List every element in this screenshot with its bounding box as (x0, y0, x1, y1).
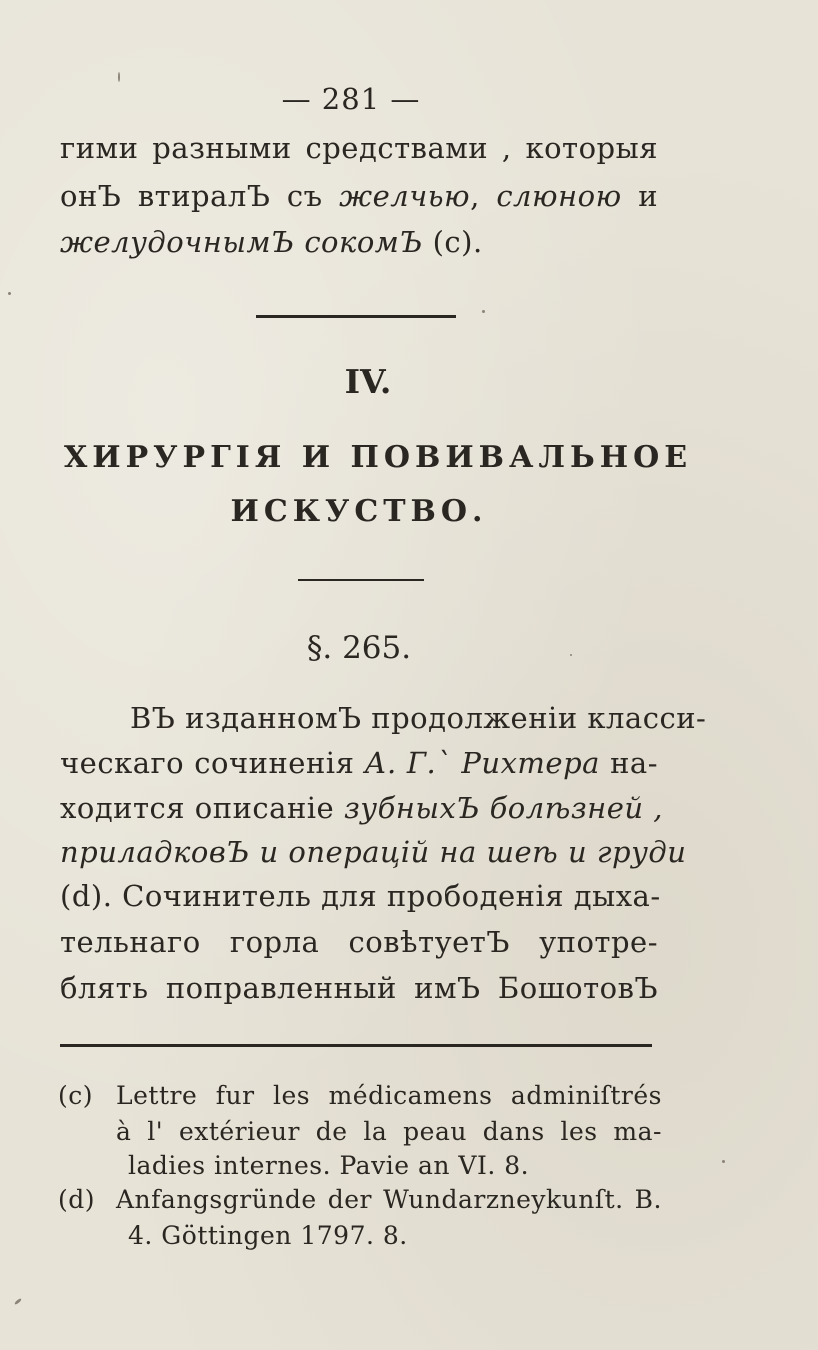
text-line (60, 176, 658, 216)
section-heading: ХИРУРГІЯ И ПОВИВАЛЬНОЕ (64, 440, 693, 475)
paragraph-number: §. 265. (306, 630, 412, 666)
paper-speck (482, 310, 485, 313)
text-line (60, 788, 664, 828)
footnote-line: Lettre fur les médicamens adminiſtrés (116, 1081, 662, 1110)
author-name: А. Г.` Рихтера (364, 746, 600, 780)
text-segment: на- (610, 746, 658, 780)
footnote-reference: (c). (432, 225, 483, 259)
text-segment: и (638, 179, 659, 213)
page-number: — 281 — (281, 82, 421, 116)
text-line: тельнаго горла совѣтуетЪ употре- (60, 925, 658, 959)
separator-rule (256, 315, 456, 318)
italic-term: зубныхЪ болѣзней , (343, 791, 664, 825)
italic-term: слюною (496, 179, 622, 213)
italic-term: желчью (339, 179, 471, 213)
text-line (60, 222, 483, 262)
footnote-line: Anfangsgründe der Wundarzneykunſt. B. (116, 1185, 662, 1214)
footnote-mark: (d) (58, 1185, 96, 1214)
footnote-line: 4. Göttingen 1797. 8. (128, 1221, 408, 1250)
text-segment: , (470, 179, 480, 213)
separator-rule (298, 579, 424, 581)
paper-speck (8, 292, 11, 295)
text-line: гими разными средствами , которыя (60, 131, 658, 165)
paper-speck (570, 654, 572, 656)
text-line: блять поправленный имЪ БошотовЪ (60, 971, 658, 1005)
footnote-line: ladies internes. Pavie an VI. 8. (128, 1151, 530, 1180)
footnote-line: à l' extérieur de la peau dans les ma- (116, 1117, 662, 1146)
text-line: ВЪ изданномЪ продолженіи класси- (130, 701, 707, 735)
text-segment: ходится описаніе (60, 791, 335, 825)
text-segment: ческаго сочиненія (60, 746, 355, 780)
section-number: IV. (344, 362, 392, 401)
paper-speck (118, 72, 120, 82)
text-line: (d). Сочинитель для прободенія дыха- (60, 879, 661, 913)
paper-speck (14, 1298, 22, 1305)
footnote-mark: (c) (58, 1081, 94, 1110)
footnote-separator (60, 1044, 652, 1047)
text-segment: онЪ втиралЪ съ (60, 179, 323, 213)
text-line: приладковЪ и операцій на шеѣ и груди (60, 835, 687, 869)
section-heading: ИСКУСТВО. (230, 494, 488, 529)
text-line (60, 743, 658, 783)
paper-speck (722, 1160, 725, 1163)
italic-term: желудочнымЪ сокомЪ (60, 225, 423, 259)
